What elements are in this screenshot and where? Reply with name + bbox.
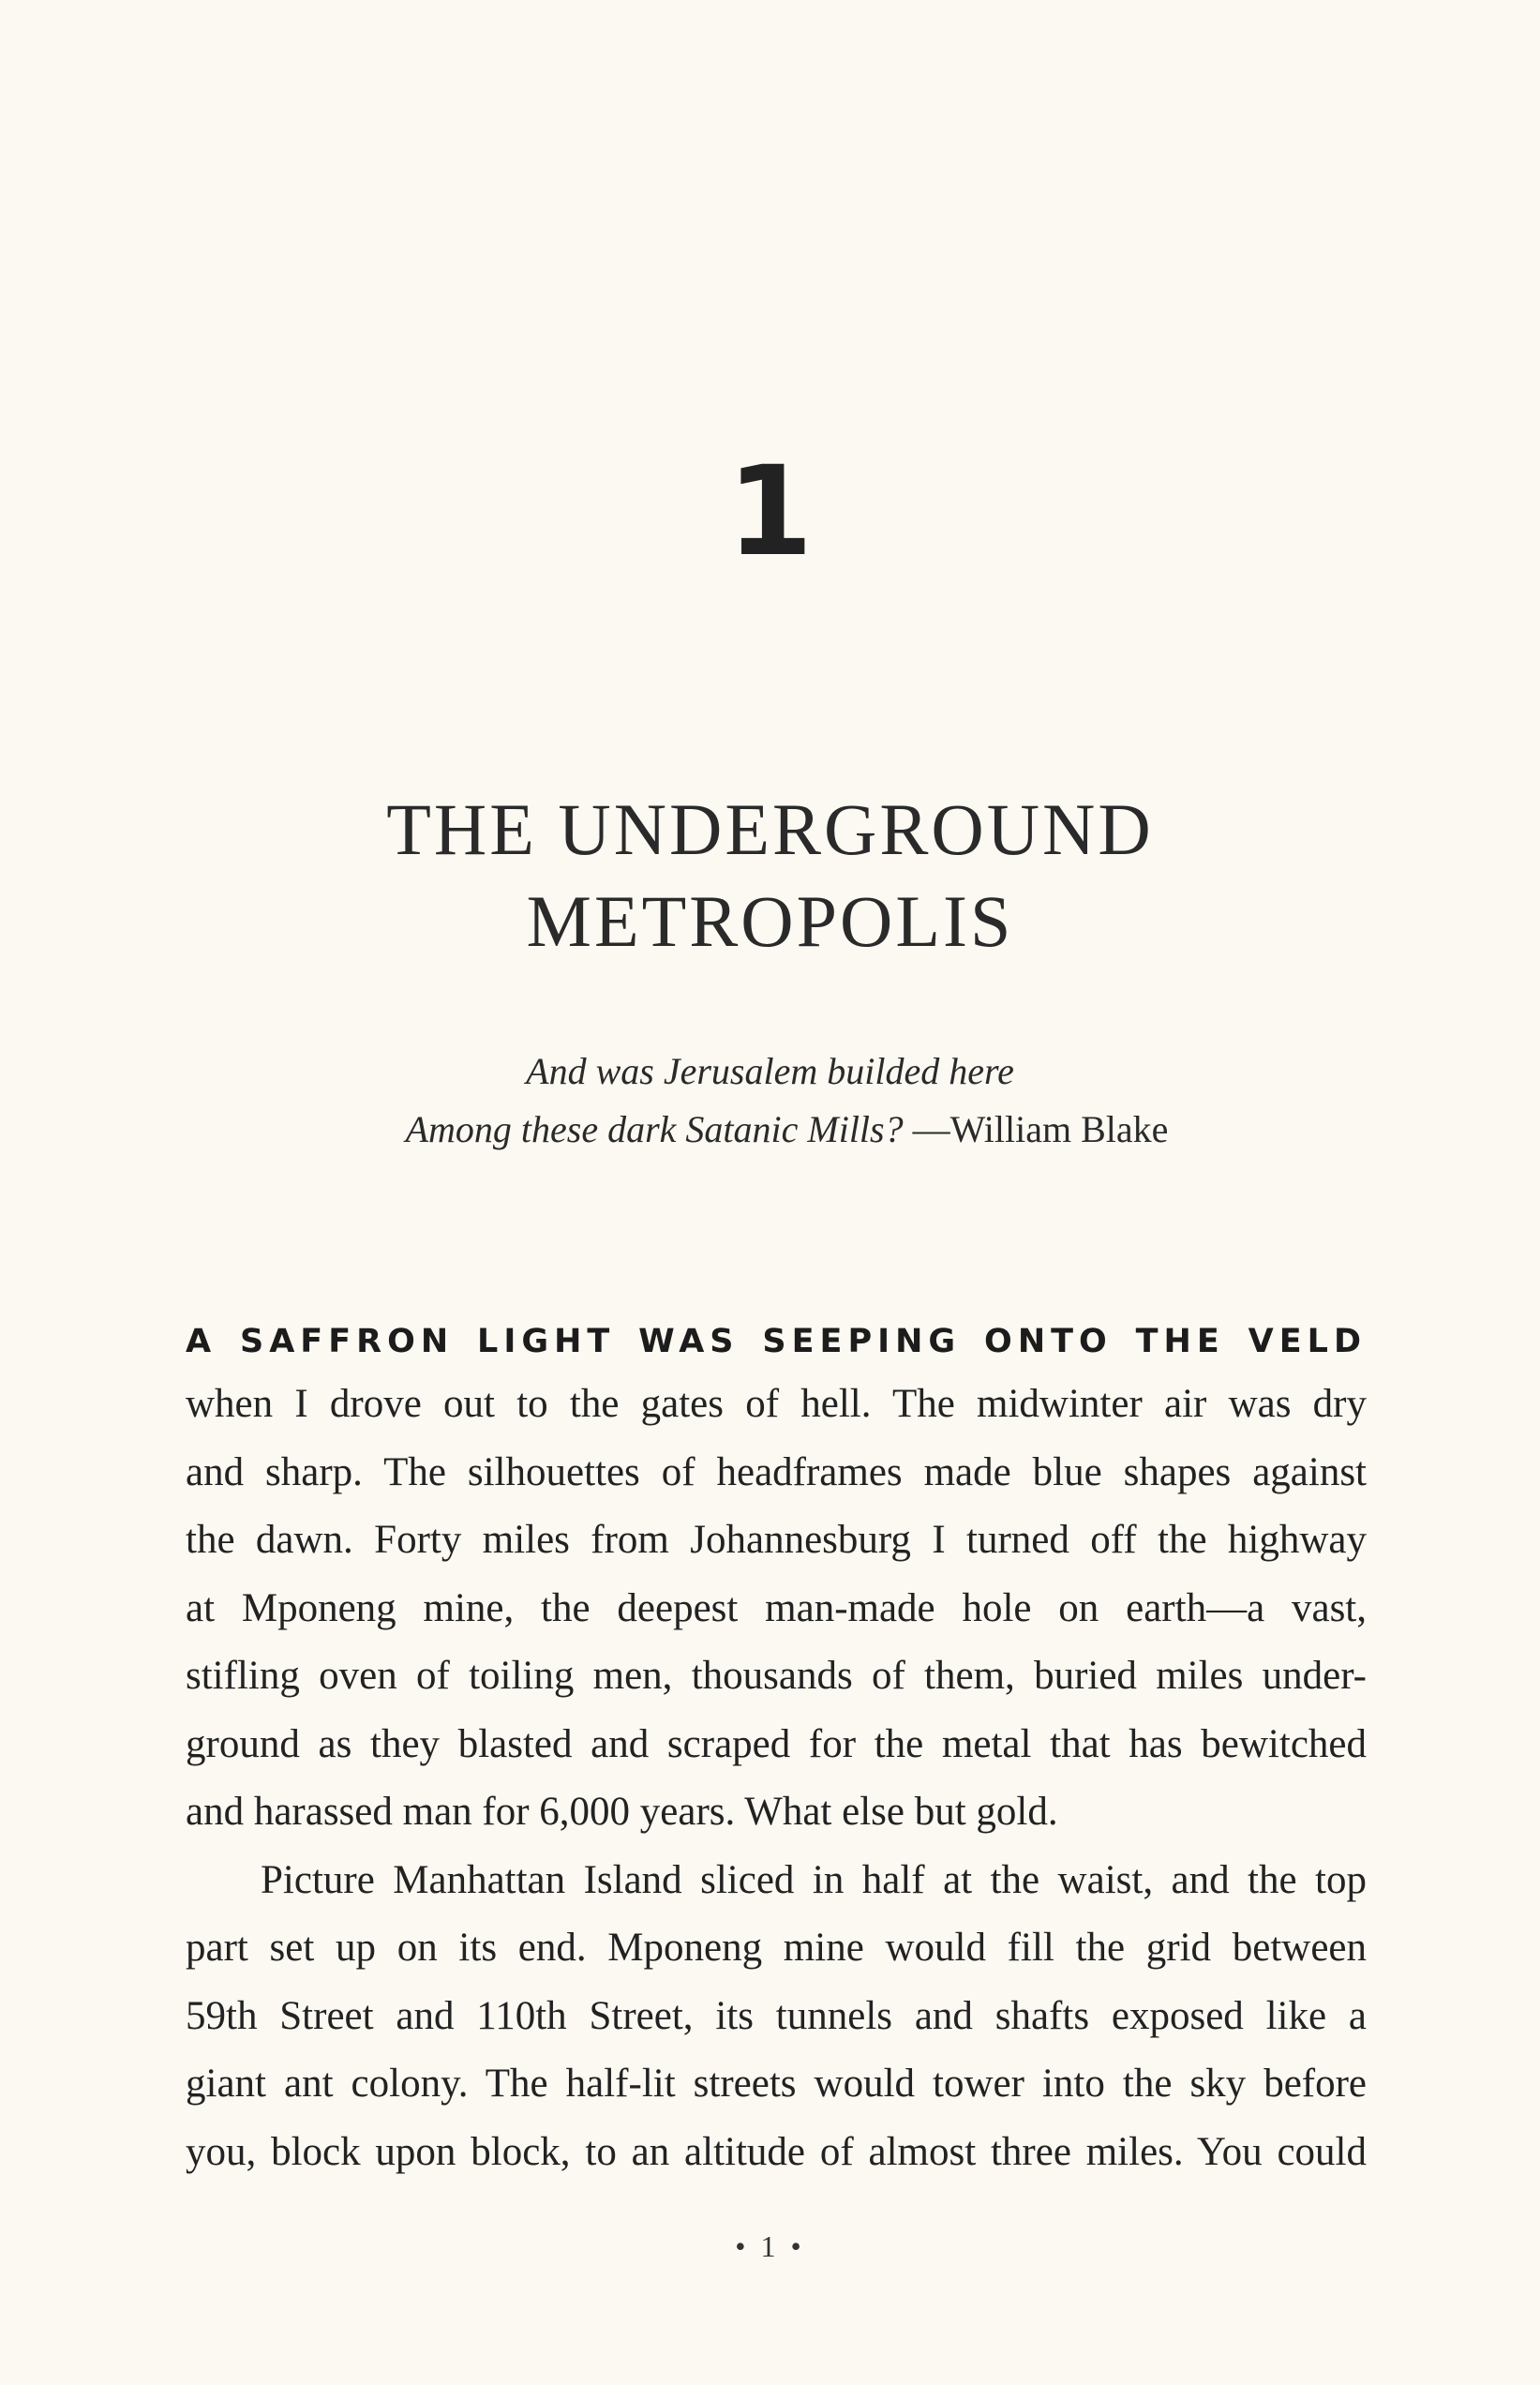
- body-line: part set up on its end. Mponeng mine would fill the grid between: [186, 1926, 1367, 1970]
- chapter-title-line-2: METROPOLIS: [526, 880, 1014, 962]
- body-line: and sharp. The silhouettes of headframes made blue shapes against: [186, 1449, 1367, 1494]
- body-line: the dawn. Forty miles from Johannesburg I turned off the highway: [186, 1518, 1367, 1562]
- chapter-number: 1: [726, 440, 814, 584]
- body-line: 59th Street and 110th Street, its tunnels and shafts exposed like a: [186, 1993, 1367, 2038]
- body-line: stifling oven of toiling men, thousands of them, buried miles under-: [186, 1654, 1367, 1698]
- epigraph-attribution: —William Blake: [903, 1108, 1169, 1150]
- body-line: ground as they blasted and scraped for the metal that has bewitched: [186, 1721, 1367, 1766]
- body-line: you, block upon block, to an altitude of almost three miles. You could: [186, 2129, 1367, 2174]
- body-line: and harassed man for 6,000 years. What else but gold.: [186, 1790, 1058, 1834]
- body-line: giant ant colony. The half-lit streets would tower into the sky before: [186, 2062, 1367, 2106]
- body-line: Picture Manhattan Island sliced in half at the waist, and the top: [261, 1857, 1367, 1902]
- body-line: at Mponeng mine, the deepest man-made hole on earth—a vast,: [186, 1585, 1367, 1630]
- epigraph-line-1: [0, 1042, 1540, 1101]
- chapter-title: [0, 784, 1540, 968]
- epigraph-line-2-text: Among these dark Satanic Mills?: [405, 1108, 904, 1150]
- chapter-title-line-1: THE UNDERGROUND: [386, 788, 1154, 870]
- page-number: • 1 •: [735, 2229, 805, 2263]
- body-text: [186, 1371, 1367, 2186]
- epigraph-line-1-text: And was Jerusalem builded here: [526, 1050, 1014, 1092]
- lead-in-small-caps: A SAFFRON LIGHT WAS SEEPING ONTO THE VELD: [186, 1323, 1367, 1360]
- body-line: when I drove out to the gates of hell. The midwinter air was dry: [186, 1382, 1367, 1426]
- epigraph-line-2: [17, 1101, 1540, 1159]
- epigraph: [0, 1042, 1540, 1159]
